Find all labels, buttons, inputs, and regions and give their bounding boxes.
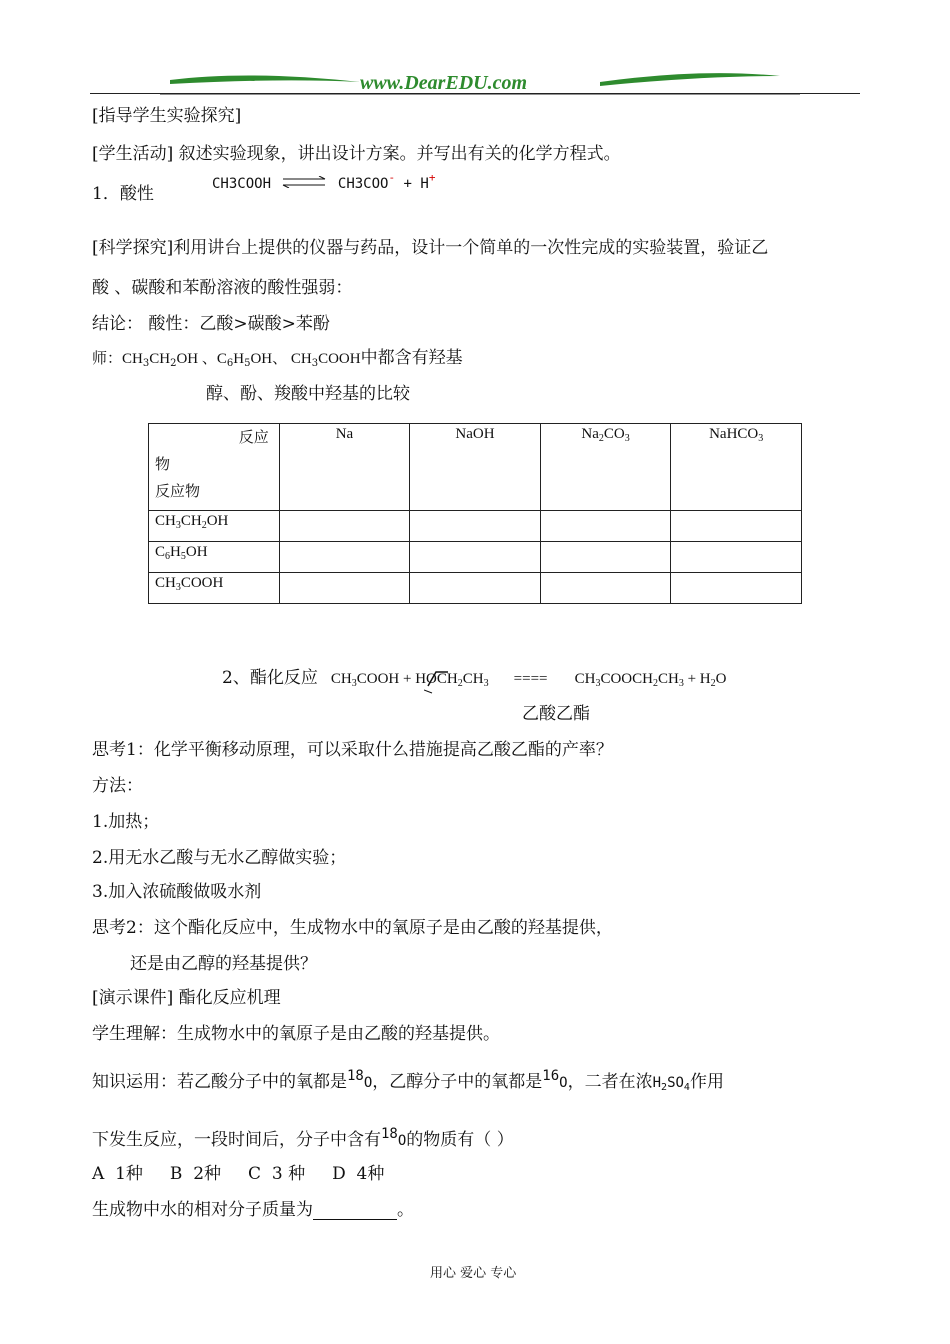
equilibrium-arrow-icon [279, 176, 329, 192]
teacher-ch: CH [149, 351, 171, 367]
footer: 用心 爱心 专心 [430, 1266, 517, 1281]
table-cell [540, 511, 671, 542]
table-cell [410, 573, 541, 604]
next-line [92, 1126, 514, 1151]
line-science-a: [科学探究]利用讲台上提供的仪器与药品，设计一个简单的一次性完成的实验装置，验证乙 [92, 238, 769, 258]
apply-c: ，二者在浓 [567, 1072, 653, 1092]
table-cell [540, 573, 671, 604]
col-header-nahco3: NaHCO$_3$ [671, 424, 802, 511]
row-header-phenol: $C_6H_5OH$ [149, 542, 280, 573]
ester-rhs: $CH_3COOCH_2CH_3 + H_2O$ [574, 671, 727, 689]
apply-o-1: O [363, 1075, 373, 1091]
col-header-naoh: NaOH [410, 424, 541, 511]
h2so4: $H_2SO_4$ [652, 1075, 690, 1093]
table-cell [279, 542, 409, 573]
corner-line1: 反应 [238, 430, 269, 446]
ester-eq: ==== [513, 671, 548, 687]
bond-break-mark-icon [424, 668, 454, 694]
logo-text: www.DearEDU.com [360, 72, 528, 94]
line-conclusion: 结论： 酸性：乙酸>碳酸>苯酚 [92, 314, 330, 334]
water-text: 生成物中水的相对分子质量为 [92, 1200, 313, 1220]
ester-lhs: $CH_3COOH$ + $HOCH_2CH_3$ [330, 671, 489, 689]
eq-h-charge: + [428, 171, 436, 184]
corner-line3: 反应物 [155, 484, 201, 500]
table-cell [540, 542, 671, 573]
teacher-suffix: 中都含有羟基 [360, 348, 463, 368]
next-b: 的物质有（ ） [406, 1130, 514, 1150]
line-teacher: 师：$CH_3CH_2OH$ 、$C_6H_5OH$、 $CH_3COOH$中都含有羟基 [92, 348, 463, 369]
next-a: 下发生反应，一段时间后，分子中含有 [92, 1130, 381, 1150]
teacher-cooh: COOH [318, 351, 361, 367]
o18-sup: 18 [347, 1068, 364, 1084]
table-cell [410, 511, 541, 542]
eq-left: CH3COOH [212, 176, 272, 192]
equation-acid [212, 171, 436, 192]
apply-b: ，乙醇分子中的氧都是 [372, 1072, 543, 1092]
method-3: 3.加入浓硫酸做吸水剂 [92, 882, 262, 902]
acid-label: 1．酸性 [92, 184, 154, 204]
table-cell [410, 542, 541, 573]
table-cell [279, 573, 409, 604]
method-label: 方法： [92, 776, 143, 796]
understand-line: 学生理解：生成物水中的氧原子是由乙酸的羟基提供。 [92, 1024, 500, 1044]
table-cell [671, 573, 802, 604]
corner-line2: 物 [155, 457, 171, 473]
header-logo [160, 66, 800, 100]
table-corner-cell [149, 424, 280, 511]
apply-d: 作用 [689, 1072, 724, 1092]
answer-blank[interactable] [313, 1203, 397, 1220]
table-cell [671, 511, 802, 542]
table-row [149, 573, 802, 604]
esterification-line [222, 668, 726, 688]
ester-product: 乙酸乙酯 [522, 704, 590, 724]
line-science-b: 酸 、碳酸和苯酚溶液的酸性强弱： [92, 278, 353, 298]
method-1: 1.加热； [92, 812, 160, 832]
col-header-na2co3: $Na_2CO_3$ [540, 424, 671, 511]
table-cell [279, 511, 409, 542]
eq-right: CH3COO [337, 176, 389, 192]
apply-a: 知识运用：若乙酸分子中的氧都是 [92, 1072, 347, 1092]
apply-line [92, 1068, 724, 1093]
row-header-ethanol: $CH_3CH_2OH$ [149, 511, 280, 542]
o18-sup-2: 18 [381, 1126, 398, 1142]
header-rule [90, 93, 860, 94]
think-2b: 还是由乙醇的羟基提供？ [130, 954, 317, 974]
o16-sup: 16 [542, 1068, 560, 1084]
method-2: 2.用无水乙酸与无水乙醇做实验； [92, 848, 347, 868]
answer-options: A 1种 B 2种 C 3 种 D 4种 [92, 1164, 385, 1184]
apply-o-2: O [559, 1075, 568, 1091]
row-header-acetic: $CH_3COOH$ [149, 573, 280, 604]
table-row [149, 511, 802, 542]
line-student-activity: [学生活动] 叙述实验现象，讲出设计方案。并写出有关的化学方程式。 [92, 144, 621, 164]
think-1: 思考1：化学平衡移动原理，可以采取什么措施提高乙酸乙酯的产率？ [92, 740, 613, 760]
line-guide: [指导学生实验探究] [92, 106, 242, 126]
hydroxyl-comparison-table [148, 423, 802, 604]
water-end: 。 [397, 1200, 414, 1220]
eq-h: + H [403, 176, 429, 192]
teacher-oh: OH、 CH [250, 351, 312, 367]
teacher-c: OH 、C [176, 351, 227, 367]
ester-label: 2、酯化反应 [222, 668, 318, 688]
teacher-h: H [233, 351, 245, 367]
demo-line: [演示课件] 酯化反应机理 [92, 988, 281, 1008]
eq-minus: - [388, 171, 396, 184]
teacher-prefix: 师：CH [92, 351, 143, 367]
next-o: O [397, 1133, 407, 1149]
col-header-na: Na [279, 424, 409, 511]
table-row [149, 542, 802, 573]
water-line [92, 1200, 414, 1220]
table-cell [671, 542, 802, 573]
table-caption: 醇、酚、羧酸中羟基的比较 [206, 384, 410, 404]
think-2: 思考2：这个酯化反应中，生成物水中的氧原子是由乙酸的羟基提供， [92, 918, 613, 938]
